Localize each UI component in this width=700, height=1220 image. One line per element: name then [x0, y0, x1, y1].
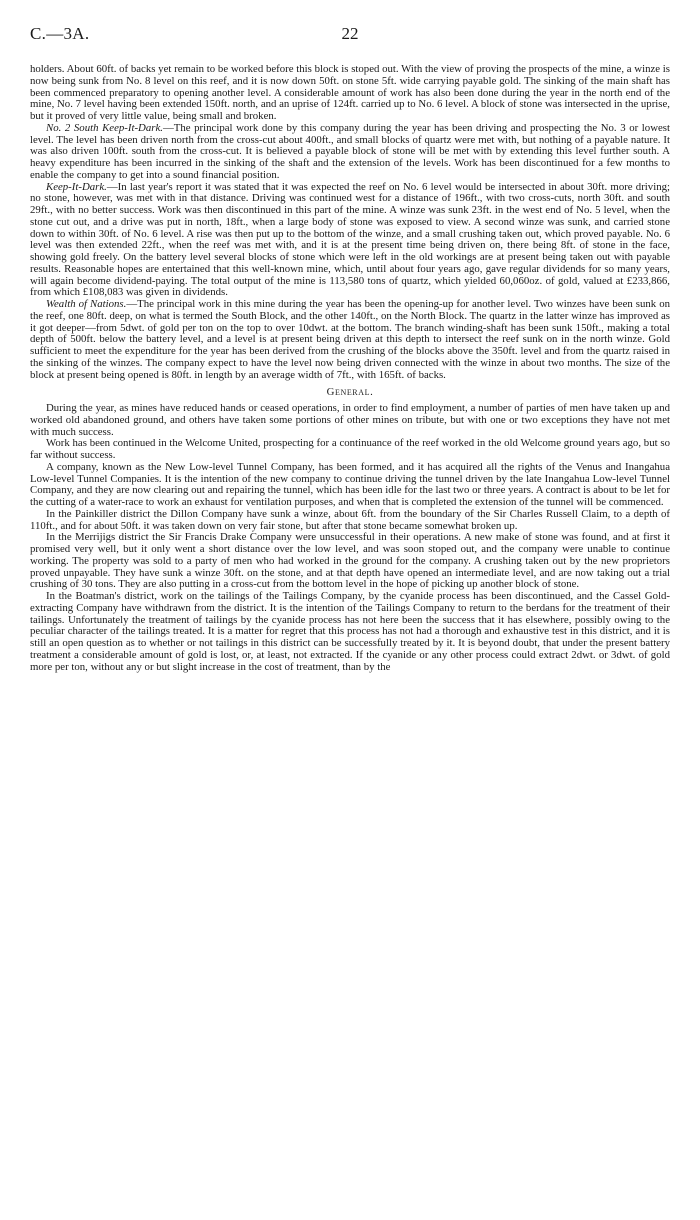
section-heading: General.: [326, 386, 374, 399]
paragraph-text: —The principal work done by this company during the year has been driving and prospecting the No. 3 or lowest level. The level has been driven north from the cross-cut about 400ft., and small blocks of quartz were met with, but nothing of a payable nature. It was also driven 100ft. south from the cross-cut. It is believed a payable block of stone will be met with by extending this level further south. A heavy expenditure has been incurred in the sinking of the shaft and the extension of the levels. Work has been discontinued for a few months to enable the company to get into a sound financial position.: [30, 121, 670, 181]
paragraph: [30, 182, 670, 300]
paragraph: A company, known as the New Low-level Tunnel Company, has been formed, and it has acquired all the rights of the Venus and Inangahua Low-level Tunnel Companies. It is the intention of the new company to continue driving the tunnel driven by the late Inangahua Low-level Tunnel Company, and they are now clearing out and repairing the tunnel, which has been idle for the last two or three years. A contract is about to be let for the cutting of a water-race to work an exhaust for ventilation purposes, and when that is completed the extension of the tunnel will be commenced.: [30, 460, 670, 508]
paragraph: In the Painkiller district the Dillon Company have sunk a winze, about 6ft. from the boundary of the Sir Charles Russell Claim, to a depth of 110ft., and for about 50ft. it was taken down on very fair stone, but after that stone became somewhat broken up.: [30, 507, 670, 532]
paragraph: In the Boatman's district, work on the tailings of the Tailings Company, by the cyanide process has been discontinued, and the Cassel Gold-extracting Company have withdrawn from the district. It is the intention of the Tailings Company to return to the berdans for the treatment of their tailings. Unfortunately the treatment of tailings by the cyanide process has not here been the success that it has elsewhere, possibly owing to the peculiar character of the tailings treated. It is a matter for regret that this process has not had a thorough and exhaustive test in this district, and it is still an open question as to whether or not tailings in this district can be successfully treated by it. It is beyond doubt, that under the present battery treatment a considerable amount of gold is lost, or, at least, not extracted. If the cyanide or any other process could extract 2dwt. or 3dwt. of gold more per ton, without any or but slight increase in the cost of treatment, than by the: [30, 590, 670, 673]
paragraph: In the Merrijigs district the Sir Francis Drake Company were unsuccessful in their operations. A new make of stone was found, and at first it promised very well, but it only went a short distance over the low level, and was soon stoped out, and the company were unable to continue working. The property was sold to a party of men who had worked in the ground for the company. A crushing taken out by the new proprietors proved unpayable. They have sunk a winze 30ft. on the stone, and at that depth have opened an intermediate level, and are now taking out a trial crushing of 30 tons. They are also putting in a cross-cut from the bottom level in the hope of picking up another block of stone.: [30, 531, 670, 591]
paragraph: [30, 64, 670, 123]
paragraph-text: —The principal work in this mine during the year has been the opening-up for another level. Two winzes have been sunk on the reef, one 80ft. deep, on what is termed the South Block, and the other 140ft., on the North Block. The quartz in the latter winze has improved as it got deeper—from 5dwt. of gold per ton on the top to over 10dwt. at the bottom. The branch winding-shaft has been sunk 150ft., making a total depth of 500ft. below the battery level, and a level is at present being driven at this depth to intersect the reef sunk on in the north winze. Gold sufficient to meet the expenditure for the year has been derived from the crushing of the blocks above the 350ft. level and from the quartz raised in the sinking of the winzes. The company expect to have the level now being driven connected with the winze in about two months. The size of the block at present being opened is 80ft. in length by an average width of 7ft., with 165ft. of backs.: [30, 298, 670, 381]
page-number: 22: [341, 24, 359, 43]
body-text: [30, 64, 670, 673]
paragraph-lead-title: Wealth of Nations.: [46, 298, 127, 310]
document-page: [30, 24, 670, 673]
paragraph-text: —In last year's report it was stated that it was expected the reef on No. 6 level would be intersected in about 30ft. more driving; no stone, however, was met with in that distance. Driving was continued west for a distance of 196ft., with two cross-cuts, north 30ft. and south 29ft., with no better success. Work was then discontinued in this part of the mine. A winze was sunk 23ft. in the west end of No. 5 level, when the stone cut out, and a drive was put in north, 18ft., when a large body of stone was exposed to view. A second winze was sunk, and carried stone down to within 30ft. of No. 6 level. A rise was then put up to the bottom of the winze, and a small crushing taken out, which proved payable. No. 6 level was then extended 22ft., when the reef was met with, and it is at the present time being driven on, there being 8ft. of stone in the face, showing gold freely. On the battery level several blocks of stone which were left in the old workings are at present being taken out with payable results. Reasonable hopes are entertained that this well-known mine, which, until about four years ago, gave regular dividends for so many years, will again become dividend-paying. The total output of the mine is 113,580 tons of quartz, which yielded 60,060oz. of gold, valued at £233,866, from which £108,083 was given in dividends.: [30, 180, 670, 299]
document-reference: C.—3A.: [30, 24, 90, 43]
paragraph-lead-title: No. 2 South Keep-It-Dark.: [46, 121, 163, 134]
paragraph: During the year, as mines have reduced hands or ceased operations, in order to find employment, a number of parties of men have taken up and worked old abandoned ground, and others have taken some portions of other mines on tribute, but with one or two exceptions they have not met with much success.: [30, 402, 670, 438]
paragraph-text: holders. About 60ft. of backs yet remain to be worked before this block is stoped out. With the view of proving the prospects of the mine, a winze is now being sunk from No. 8 level on this reef, and it is now down 50ft. on stone 5ft. wide carrying payable gold. The sinking of the main shaft has been commenced preparatory to opening another level. A considerable amount of work has also been done during the year in the north end of the mine, No. 7 level having been extended 150ft. north, and an uprise of 124ft. carried up to No. 6 level. A block of stone was intersected in the uprise, but it proved of very little value, being small and broken.: [30, 63, 670, 122]
paragraph: [30, 299, 670, 381]
paragraph: [30, 123, 670, 182]
page-header: [30, 24, 670, 64]
paragraph-lead-title: Keep-It-Dark.: [46, 180, 107, 193]
paragraph: Work has been continued in the Welcome United, prospecting for a continuance of the reef worked in the old Welcome ground years ago, but so far without success.: [30, 437, 670, 461]
